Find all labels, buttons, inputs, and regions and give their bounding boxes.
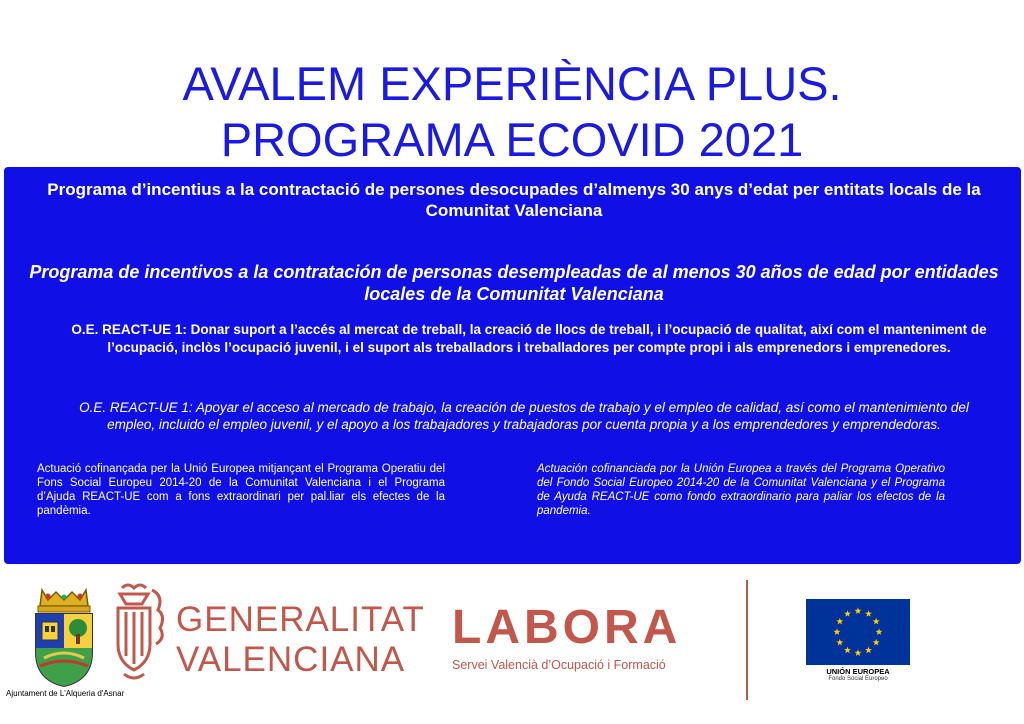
eu-flag-icon <box>806 599 910 665</box>
heading-spanish: Programa de incentivos a la contratación de personas desempleadas de al menos 30 años de edad por entidades locales de la Comunitat Valenciana <box>29 262 999 304</box>
objective-spanish: O.E. REACT-UE 1: Apoyar el acceso al mercado de trabajo, la creación de puestos de trabajo y el empleo de calidad, así como el mantenimiento del empleo, incluido el empleo juvenil, y el apoyo a los trabajadores y trabajadoras por cuenta propia y a los emprendedores y emprendedoras. <box>79 400 969 432</box>
labora-subtitle: Servei Valencià d’Ocupació i Formació <box>452 658 666 672</box>
municipal-shield-icon <box>26 586 102 690</box>
generalitat-logo-text <box>176 600 425 680</box>
cofinance-note-spanish: Actuación cofinanciada por la Unión Europea a través del Programa Operativo del Fondo Social Europeo 2014-20 de la Comunitat Valenciana y el Programa de Ayuda REACT-UE como fondo extraordinario para paliar los efectos de la pandemia. <box>537 463 945 517</box>
ayuntamiento-caption: Ajuntament de L'Alqueria d'Asnar <box>6 689 125 698</box>
heading-catalan: Programa d’incentius a la contractació de persones desocupades d’almenys 30 anys d’edat per entitats locals de la Comunitat Valenciana <box>47 180 981 220</box>
title-line-2: PROGRAMA ECOVID 2021 <box>220 113 804 166</box>
objective-catalan: O.E. REACT-UE 1: Donar suport a l’accés al mercat de treball, la creació de llocs de treball, i l’ocupació de qualitat, així com el manteniment de l’ocupació, inclòs l’ocupació juvenil, i el suport als treballadors i treballadores per compte propi i als emprenedors i emprenedores. <box>71 322 987 355</box>
logo-strip <box>0 568 1024 724</box>
title-line-1: AVALEM EXPERIÈNCIA PLUS. <box>182 57 842 110</box>
cofinance-note-catalan: Actuació cofinançada per la Unió Europea mitjançant el Programa Operatiu del Fons Social Europeu 2014-20 de la Comunitat Valenciana i el Programa d’Ajuda REACT-UE com a fons extraordinari per pal.liar els efectes de la pandèmia. <box>37 463 445 517</box>
info-panel <box>4 167 1021 564</box>
eu-subtitle: Fondo Social Europeo <box>828 676 888 682</box>
labora-logo-text: LABORA <box>452 601 682 654</box>
logo-divider <box>746 580 748 700</box>
generalitat-emblem-icon <box>112 582 168 686</box>
generalitat-line-2: VALENCIANA <box>176 640 406 679</box>
eu-name: UNIÓN EUROPEA <box>826 667 890 676</box>
generalitat-line-1: GENERALITAT <box>176 600 425 639</box>
